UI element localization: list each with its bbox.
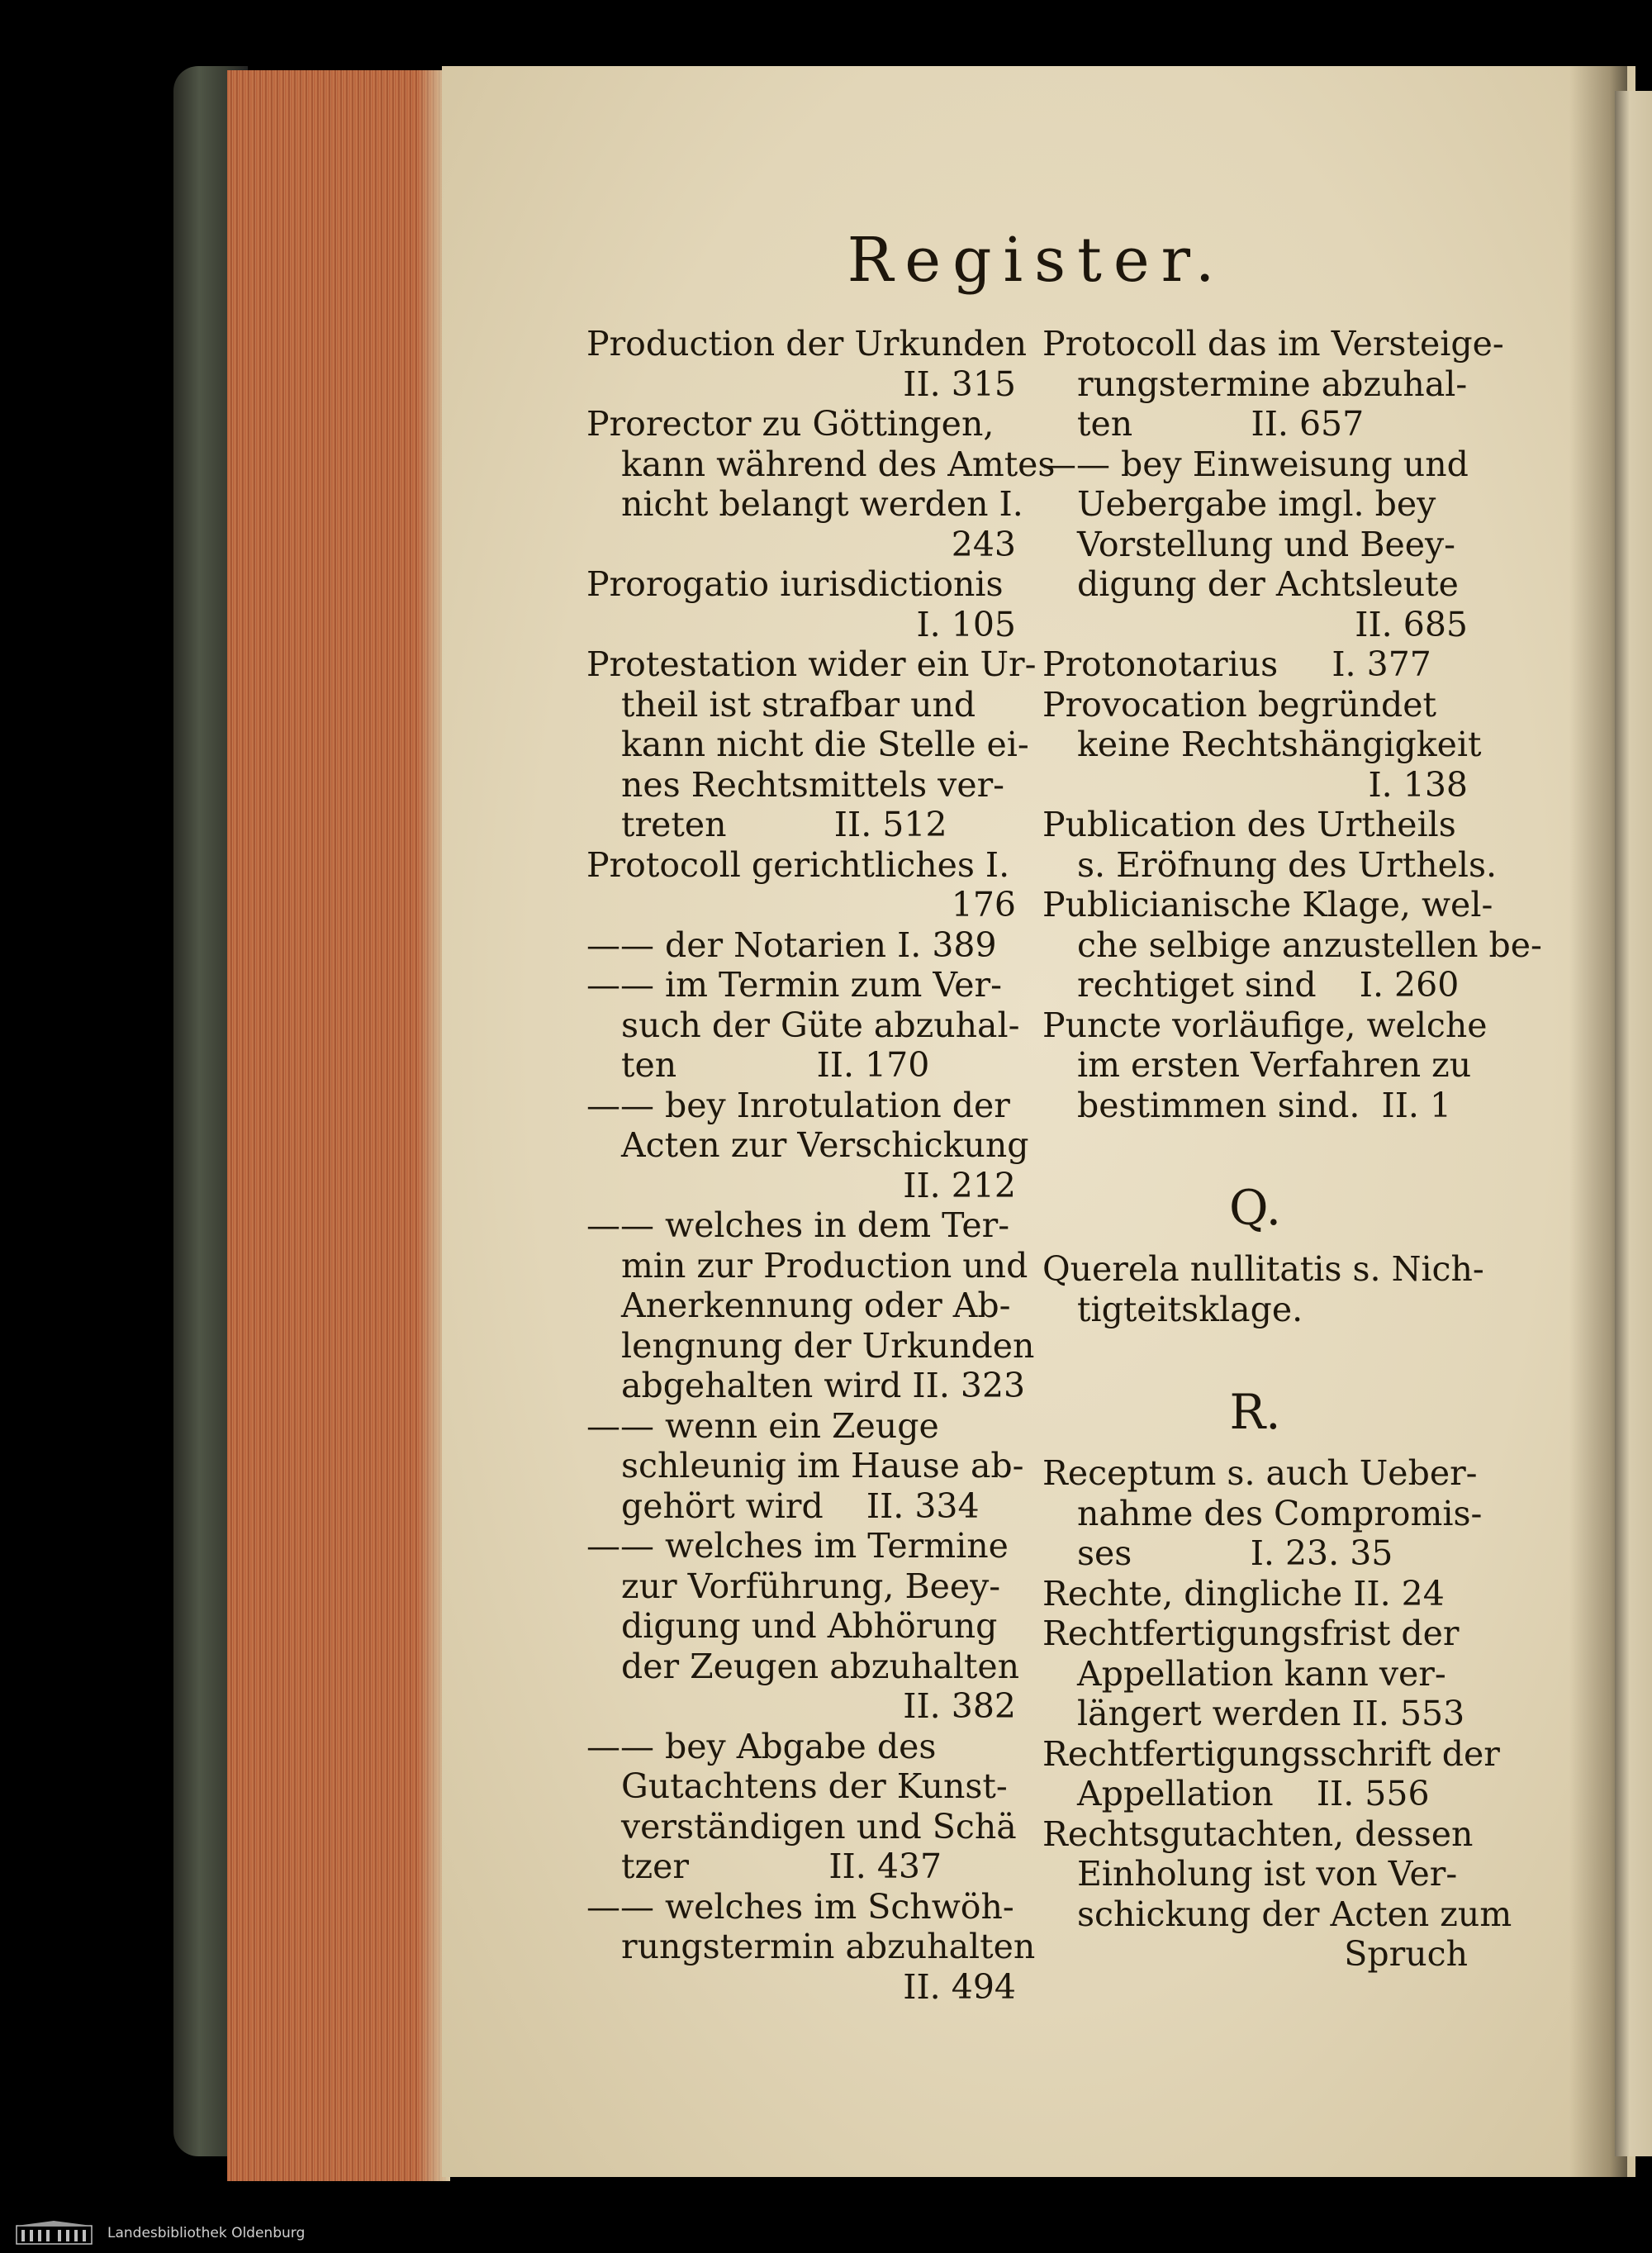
register-entry-continuation: bestimmen sind. II. 1	[1077, 1085, 1452, 1125]
register-entry-continuation: rechtiget sind I. 260	[1077, 965, 1460, 1005]
register-entry-continuation: s. Eröfnung des Urthels.	[1077, 844, 1498, 885]
register-entry: Production der Urkunden	[586, 324, 1028, 364]
page-reference: II. 315	[903, 364, 1016, 404]
page-reference: II. 685	[1355, 604, 1468, 644]
register-entry-continuation: tzer II. 437	[621, 1847, 942, 1886]
register-entry-continuation: Anerkennung oder Ab-	[621, 1286, 1011, 1325]
register-entry: Publication des Urtheils	[1042, 805, 1456, 844]
register-entry-continuation: Appellation kann ver-	[1077, 1653, 1446, 1694]
register-entry-continuation: nicht belangt werden I.	[621, 484, 1023, 524]
register-entry-continuation: nes Rechtsmittels ver-	[621, 764, 1005, 805]
register-entry: —— im Termin zum Ver-	[586, 965, 1002, 1005]
register-entry-continuation: kann nicht die Stelle ei-	[621, 725, 1029, 764]
page-edges	[227, 70, 450, 2181]
register-entry-continuation: nahme des Compromis-	[1077, 1493, 1483, 1533]
page-reference: 176	[951, 885, 1016, 924]
register-entry-continuation: zur Vorführung, Beey-	[621, 1566, 1001, 1606]
register-entry: Prorector zu Göttingen,	[586, 404, 995, 444]
register-entry-continuation: ten II. 657	[1077, 404, 1365, 444]
register-entry-continuation: längert werden II. 553	[1077, 1694, 1465, 1733]
register-entry: —— bey Inrotulation der	[586, 1085, 1010, 1125]
register-entry-continuation: rungstermine abzuhal-	[1077, 364, 1468, 404]
library-logo-icon	[15, 2221, 93, 2246]
page-reference: II. 382	[903, 1686, 1016, 1726]
register-entry: Protonotarius I. 377	[1042, 644, 1431, 684]
page-reference: II. 494	[903, 1966, 1016, 2007]
register-entry: Querela nullitatis s. Nich-	[1042, 1249, 1484, 1289]
register-entry-continuation: kann während des Amtes	[621, 444, 1056, 484]
page-reference: I. 138	[1368, 764, 1468, 805]
register-entry: Protocoll gerichtliches I.	[586, 844, 1010, 885]
library-name: Landesbibliothek Oldenburg	[107, 2225, 306, 2241]
register-entry-continuation: treten II. 512	[621, 805, 947, 844]
page-reference: 243	[951, 524, 1016, 564]
register-entry: Rechtfertigungsfrist der	[1042, 1614, 1460, 1653]
register-entry: Protestation wider ein Ur-	[586, 644, 1037, 684]
register-entry-continuation: ses I. 23. 35	[1077, 1533, 1393, 1573]
register-entry-continuation: Vorstellung und Beey-	[1077, 524, 1455, 564]
running-head: Register.	[847, 225, 1227, 296]
register-entry: Rechtsgutachten, dessen	[1042, 1813, 1474, 1854]
register-entry: —— welches im Termine	[586, 1526, 1009, 1566]
register-entry-continuation: lengnung der Urkunden	[621, 1325, 1035, 1366]
register-entry: Puncte vorläufige, welche	[1042, 1005, 1488, 1045]
register-column-right	[1042, 324, 1542, 1975]
register-entry: Receptum s. auch Ueber-	[1042, 1453, 1478, 1493]
section-letter: R.	[1229, 1384, 1281, 1440]
register-entry: Rechte, dingliche II. 24	[1042, 1573, 1445, 1614]
section-letter: Q.	[1228, 1180, 1282, 1236]
register-entry: Protocoll das im Versteige-	[1042, 324, 1504, 364]
register-entry-continuation: digung der Achtsleute	[1077, 564, 1459, 604]
register-entry-continuation: gehört wird II. 334	[621, 1485, 980, 1526]
register-entry-continuation: che selbige anzustellen be-	[1077, 924, 1542, 965]
page-reference: I. 105	[916, 604, 1016, 644]
register-entry: —— bey Abgabe des	[586, 1726, 937, 1766]
register-entry-continuation: such der Güte abzuhal-	[621, 1005, 1020, 1045]
register-entry-continuation: ten II. 170	[621, 1045, 930, 1085]
register-entry-continuation: tigteitsklage.	[1077, 1289, 1303, 1329]
page-reference: II. 212	[903, 1165, 1016, 1205]
register-entry-continuation: keine Rechtshängigkeit	[1077, 725, 1482, 764]
footer-bar	[0, 2214, 1652, 2253]
register-entry-continuation: digung und Abhörung	[621, 1606, 998, 1646]
register-column-left	[586, 324, 1056, 2007]
register-entry-continuation: der Zeugen abzuhalten	[621, 1646, 1020, 1686]
register-entry-continuation: Uebergabe imgl. bey	[1077, 484, 1436, 524]
register-entry-continuation: Appellation II. 556	[1077, 1774, 1430, 1813]
register-entry-continuation: Einholung ist von Ver-	[1077, 1854, 1458, 1894]
register-entry: Prorogatio iurisdictionis	[586, 564, 1004, 604]
register-entry-continuation: min zur Production und	[621, 1245, 1028, 1286]
register-entry-continuation: rungstermin abzuhalten	[621, 1927, 1036, 1966]
facing-page-edge	[1615, 91, 1652, 2156]
page-reference: Spruch	[1344, 1934, 1468, 1974]
register-entry: Provocation begründet	[1042, 684, 1436, 725]
register-entry: —— welches in dem Ter-	[586, 1205, 1010, 1245]
register-entry: —— der Notarien I. 389	[586, 924, 997, 965]
register-entry-continuation: Acten zur Verschickung	[621, 1125, 1029, 1165]
register-entry: —— bey Einweisung und	[1042, 444, 1469, 484]
register-entry-continuation: im ersten Verfahren zu	[1077, 1045, 1472, 1085]
register-entry: —— wenn ein Zeuge	[586, 1405, 939, 1446]
register-entry-continuation: theil ist strafbar und	[621, 684, 976, 725]
register-entry: Publicianische Klage, wel-	[1042, 885, 1493, 924]
register-entry-continuation: schleunig im Hause ab-	[621, 1446, 1024, 1485]
register-entry-continuation: schickung der Acten zum	[1077, 1894, 1512, 1934]
register-entry-continuation: verständigen und Schä	[621, 1806, 1017, 1847]
register-entry: —— welches im Schwöh-	[586, 1886, 1014, 1927]
register-entry-continuation: abgehalten wird II. 323	[621, 1366, 1026, 1405]
register-entry: Rechtfertigungsschrift der	[1042, 1733, 1500, 1774]
register-entry-continuation: Gutachtens der Kunst-	[621, 1766, 1008, 1806]
